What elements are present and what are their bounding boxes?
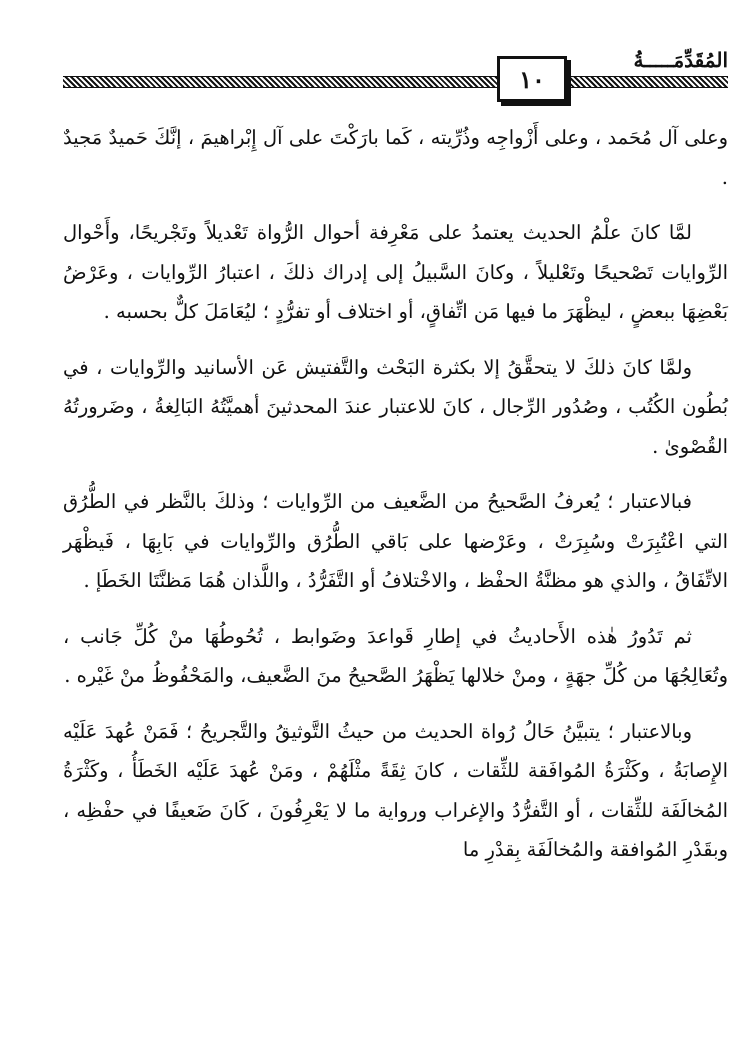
running-head-title: المُقَدِّمَـــــةُ xyxy=(633,48,728,72)
paragraph-5: ثم تَدُورُ هٰذه الأَحاديثُ في إطارِ قَواعدَ وضَوابط ، تُحُوطُهَا منْ كُلِّ جَانب ، وتُعَالِجُهَا من كُلِّ جهَةٍ ، ومنْ خلالها يَظْهَرُ الصَّحيحُ منَ الضَّعيف، والمَحْفُوظُ منْ غَيْره . xyxy=(63,624,728,687)
paragraph-3: ولمَّا كانَ ذلكَ لا يتحقَّقُ إلا بكثرة البَحْث والتَّفتيش عَن الأسانيد والرِّوايات ، في بُطُون الكُتُب ، وصُدُور الرِّجال ، كانَ للاعتبار عندَ المحدثينَ أهميَّتُهُ البَالِغةُ ، وضَرورتُهُ القُصْوىٰ . xyxy=(63,355,728,458)
header-rule xyxy=(63,76,728,88)
page-body xyxy=(63,118,728,870)
paragraph-6: وبالاعتبار ؛ يتبيَّنُ حَالُ رُواة الحديث من حيثُ التَّوثيقُ والتَّجريحُ ؛ فَمَنْ عُهدَ عَلَيْه الإِصابَةُ ، وكَثْرَةُ المُوافَقة للثِّقات ، كانَ ثِقَةً مثْلَهُمْ ، ومَنْ عُهدَ عَلَيْه الخَطَأُ ، وكَثْرَةُ المُخالَفَة للثِّقات ، أو التَّفرُّدُ والإغراب ورواية ما لا يَعْرِفُونَ ، كَانَ ضَعيفًا في حفْظِه ، وبقَدْرِ المُوافقة والمُخالَفَة بِقدْرِ ما xyxy=(63,719,728,861)
paragraph-4: فبالاعتبار ؛ يُعرفُ الصَّحيحُ من الضَّعيف من الرِّوايات ؛ وذلكَ بالنَّظر في الطُّرُق التي اعْتُبِرَتْ وسُبِرَتْ ، وعَرْضها على بَاقي الطُّرُق والرِّوايات في بَابِهَا ، فَيظْهَر الاتِّفَاقُ ، والذي هو مظنَّةُ الحفْظ ، والاخْتلافُ أو التَّفَرُّدُ ، واللَّذان هُمَا مَظنَّتَا الخَطَإ . xyxy=(63,490,728,592)
paragraph-1: وعلى آل مُحَمد ، وعلى أَزْواجِه وذُرِّيته ، كَما بارَكْتَ على آل إِبْراهيمَ ، إنَّكَ حَميدٌ مَجيدٌ . xyxy=(63,126,728,189)
page-header xyxy=(63,48,728,98)
page-number: ١٠ xyxy=(497,56,567,102)
paragraph-2: لمَّا كانَ علْمُ الحديث يعتمدُ على مَعْرِفة أحوال الرُّواة تَعْديلاً وتَجْريحًا، وأَحْوال الرِّوايات تَصْحيحًا وتَعْليلاً ، وكانَ السَّبيلُ إلى إدراك ذلكَ ، اعتبارُ الرِّوايات ، وعَرْضُ بَعْضِهَا ببعضٍ ، ليظْهَرَ ما فيها مَن اتِّفاقٍ، أو اختلاف أو تفرُّدٍ ؛ ليُعَامَلَ كلٌّ بحسبه . xyxy=(63,221,728,323)
